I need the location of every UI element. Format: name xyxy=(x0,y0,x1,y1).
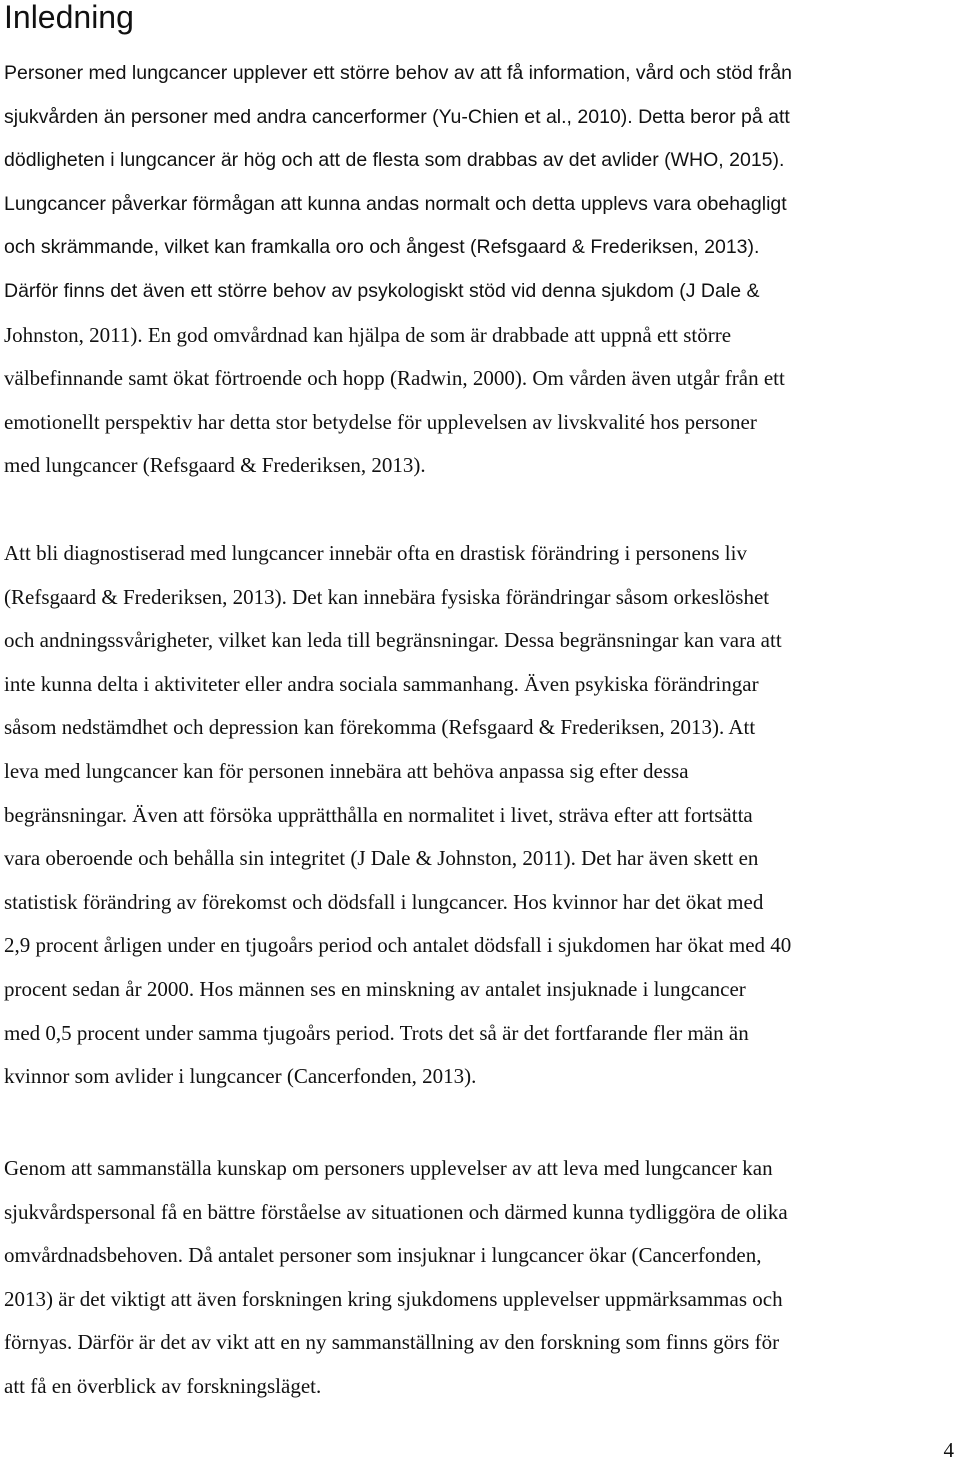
page-number: 4 xyxy=(943,1438,954,1462)
paragraph-2 xyxy=(4,532,791,1099)
text-line: välbefinnande samt ökat förtroende och hopp (Radwin, 2000). Om vården även utgår från ett xyxy=(4,366,785,391)
text-line: och skrämmande, vilket kan framkalla oro och ångest (Refsgaard & Frederiksen, 2013). xyxy=(4,236,760,259)
text-line: med 0,5 procent under samma tjugoårs period. Trots det så är det fortfarande fler män än xyxy=(4,1020,749,1045)
paragraph-1 xyxy=(4,52,792,488)
text-line: Lungcancer påverkar förmågan att kunna andas normalt och detta upplevs vara obehagligt xyxy=(4,192,787,215)
text-line: emotionellt perspektiv har detta stor betydelse för upplevelsen av livskvalité hos personer xyxy=(4,409,757,434)
text-line: kvinnor som avlider i lungcancer (Cancerfonden, 2013). xyxy=(4,1064,477,1089)
text-line: 2,9 procent årligen under en tjugoårs period och antalet dödsfall i sjukdomen har ökat med 40 xyxy=(4,933,792,958)
section-heading: Inledning xyxy=(4,0,134,35)
text-line: begränsningar. Även att försöka upprätthålla en normalitet i livet, sträva efter att fortsätta xyxy=(4,802,753,827)
text-line: sjukvårdspersonal få en bättre förståelse av situationen och därmed kunna tydliggöra de olika xyxy=(4,1199,788,1224)
text-line: leva med lungcancer kan för personen innebära att behöva anpassa sig efter dessa xyxy=(4,758,689,783)
text-line: med lungcancer (Refsgaard & Frederiksen, 2013). xyxy=(4,453,426,478)
text-line: Genom att sammanställa kunskap om personers upplevelser av att leva med lungcancer kan xyxy=(4,1156,773,1180)
text-line: 2013) är det viktigt att även forskningen kring sjukdomens upplevelser uppmärksammas och xyxy=(4,1286,783,1311)
text-line: Att bli diagnostiserad med lungcancer innebär ofta en drastisk förändring i personens liv xyxy=(4,541,747,565)
text-line: statistisk förändring av förekomst och dödsfall i lungcancer. Hos kvinnor har det ökat med xyxy=(4,889,764,914)
paragraph-3 xyxy=(4,1147,788,1409)
text-line: Därför finns det även ett större behov av psykologiskt stöd vid denna sjukdom (J Dale & xyxy=(4,279,760,302)
text-line: omvårdnadsbehoven. Då antalet personer som insjuknar i lungcancer ökar (Cancerfonden, xyxy=(4,1243,762,1268)
text-line: (Refsgaard & Frederiksen, 2013). Det kan innebära fysiska förändringar såsom orkeslöshet xyxy=(4,584,770,609)
text-line: procent sedan år 2000. Hos männen ses en minskning av antalet insjuknade i lungcancer xyxy=(4,976,746,1001)
text-line: Personer med lungcancer upplever ett större behov av att få information, vård och stöd från xyxy=(4,62,793,84)
text-line: förnyas. Därför är det av vikt att en ny sammanställning av den forskning som finns görs för xyxy=(4,1330,780,1355)
text-line: vara oberoende och behålla sin integritet (J Dale & Johnston, 2011). Det har även skett en xyxy=(4,846,759,871)
text-line: inte kunna delta i aktiviteter eller andra sociala sammanhang. Även psykiska förändringar xyxy=(4,671,759,696)
text-line: att få en överblick av forskningsläget. xyxy=(4,1373,322,1398)
text-line: sjukvården än personer med andra cancerformer (Yu-Chien et al., 2010). Detta beror på att xyxy=(4,105,790,128)
text-line: dödligheten i lungcancer är hög och att de flesta som drabbas av det avlider (WHO, 2015). xyxy=(4,149,785,172)
text-line: Johnston, 2011). En god omvårdnad kan hjälpa de som är drabbade att uppnå ett större xyxy=(4,322,732,347)
text-line: och andningssvårigheter, vilket kan leda till begränsningar. Dessa begränsningar kan vara att xyxy=(4,628,782,653)
text-line: såsom nedstämdhet och depression kan förekomma (Refsgaard & Frederiksen, 2013). Att xyxy=(4,715,756,740)
